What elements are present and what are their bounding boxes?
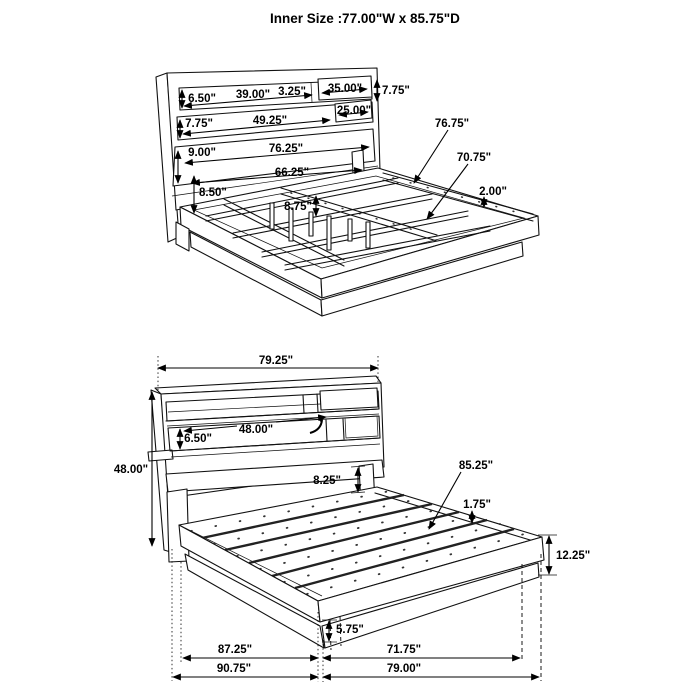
dim-shelf1-gap: 3.25"	[278, 86, 306, 98]
dim-shelf3-width: 76.25"	[268, 143, 304, 155]
dim-headboard-to-deck-gap: 8.25"	[313, 475, 341, 487]
dim-shelf2-width: 49.25"	[252, 115, 288, 127]
dim-shelf1-compartment: 35.00"	[327, 83, 363, 95]
dim-total-depth: 90.75"	[216, 663, 252, 675]
top-view	[156, 68, 539, 316]
dim-rail-thickness: 2.00"	[479, 186, 507, 198]
dim-platform-depth: 79.00"	[386, 663, 422, 675]
dim-plinth-height: 5.75"	[336, 624, 364, 636]
dim-shelf1-height: 6.50"	[188, 93, 216, 105]
dim-support-leg-height: 8.75"	[284, 201, 312, 213]
dim-platform-length: 85.25"	[458, 460, 494, 472]
dim-shelf-opening-width: 48.00"	[238, 424, 274, 436]
shelf-row-1-compartment	[320, 388, 378, 410]
dim-rail-lip: 1.75"	[463, 499, 491, 511]
dim-headboard-inner-width: 66.25"	[274, 167, 310, 179]
dim-headboard-width: 79.25"	[258, 355, 294, 367]
dim-headboard-height: 48.00"	[113, 464, 149, 476]
page-title: Inner Size :77.00"W x 85.75"D	[270, 11, 460, 26]
dim-side-rail-length: 76.75"	[434, 118, 470, 130]
dim-compartment-height: 7.75"	[382, 85, 410, 97]
bottom-view	[114, 355, 590, 682]
dim-shelf2-compartment: 25.00"	[336, 105, 372, 117]
dim-foot-overhang: 71.75"	[386, 644, 422, 656]
dim-shelf2-height: 7.75"	[185, 118, 213, 130]
dim-center-rail-length: 70.75"	[456, 152, 492, 164]
dim-shelf1-width: 39.00"	[235, 89, 271, 101]
dim-base-panel-height: 8.50"	[199, 187, 227, 199]
dim-shelf3-height: 9.00"	[188, 147, 216, 159]
dim-shelf-opening-height: 6.50"	[184, 433, 212, 445]
dim-headboard-to-foot: 87.25"	[217, 644, 253, 656]
dim-platform-height: 12.25"	[556, 550, 591, 562]
